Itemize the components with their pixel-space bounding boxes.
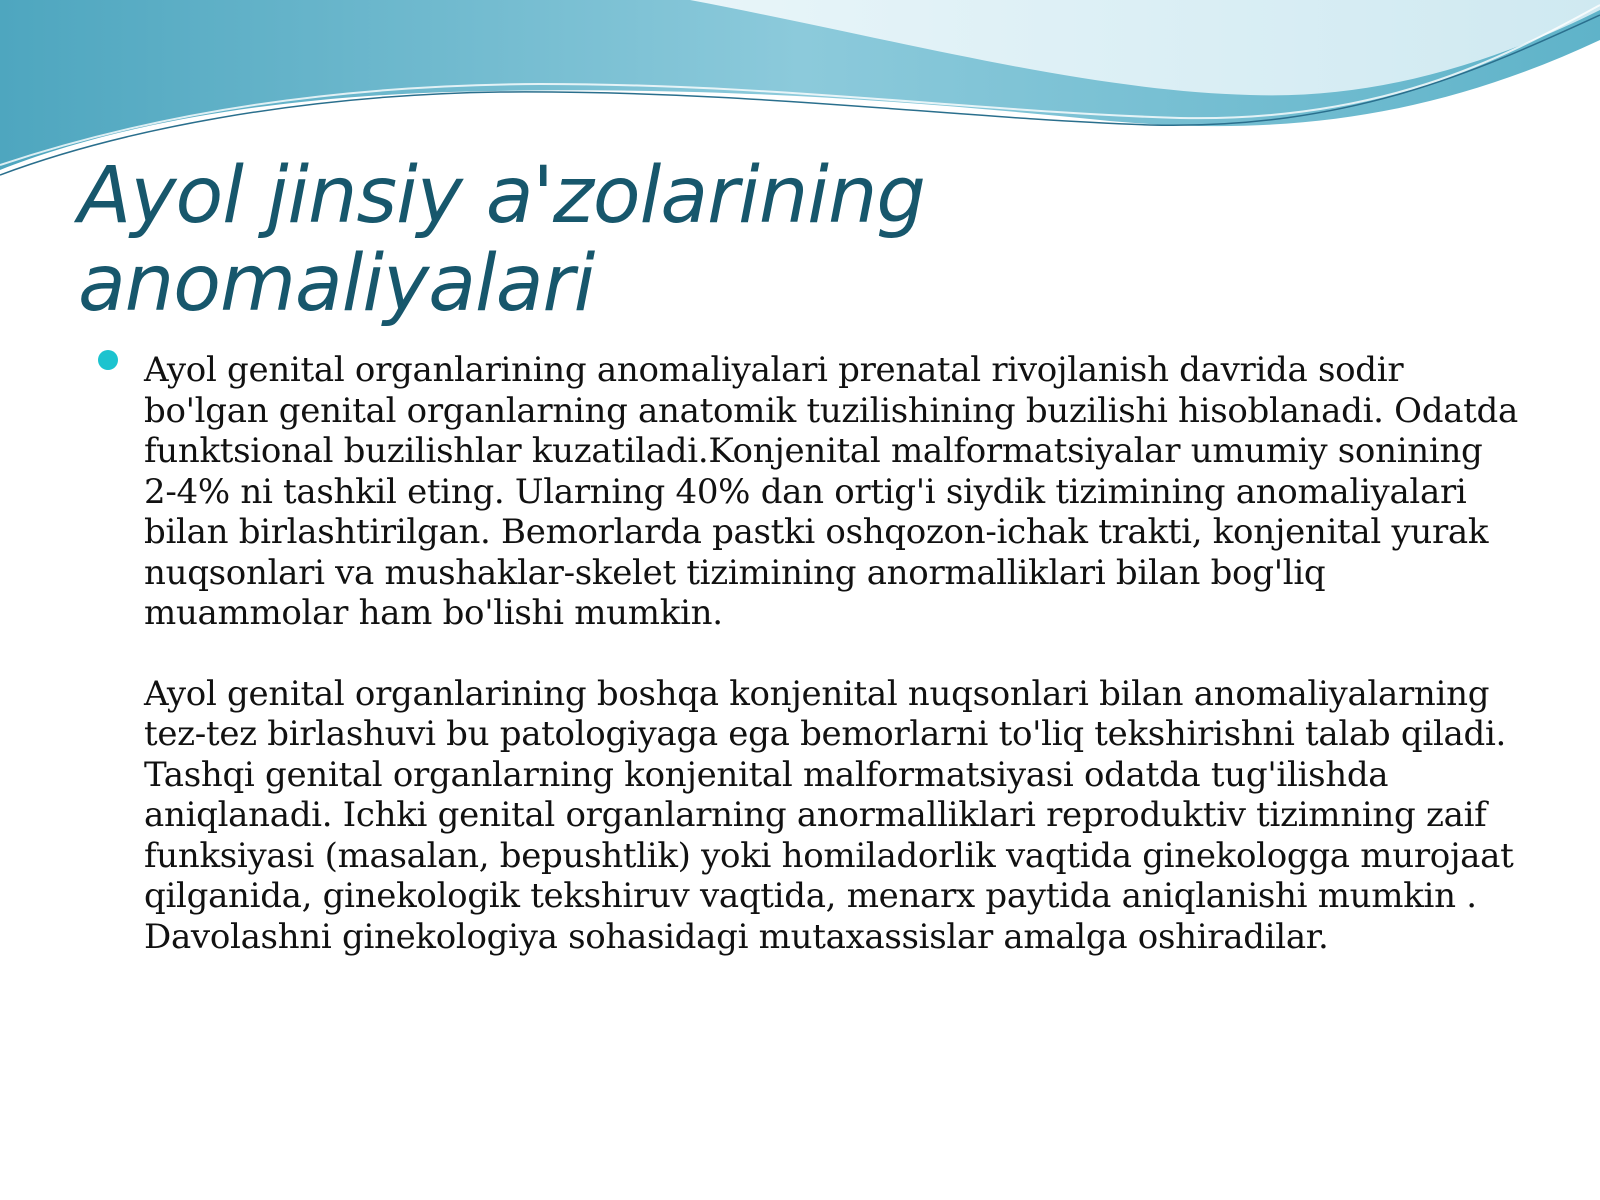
paragraph-spacer (98, 634, 1518, 674)
body-paragraph-2: Ayol genital organlarining boshqa konjenital nuqsonlari bilan anomaliyalarning tez-tez birlashuvi bu patologiyaga ega bemorlarni to'liq tekshirishni talab qiladi. Tashqi genital organlarning konjenital malformatsiyasi odatda tug'ilishda aniqlanadi. Ichki genital organlarning anormalliklari reproduktiv tizimning zaif funksiyasi (masalan, bepushtlik) yoki homiladorlik vaqtida ginekologga murojaat qilganida, ginekologik tekshiruv vaqtida, menarx paytida aniqlanishi mumkin . Davolashni ginekologiya sohasidagi mutaxassislar amalga oshiradilar. (144, 673, 1525, 957)
bullet-content (98, 350, 1529, 957)
body-paragraph-1: Ayol genital organlarining anomaliyalari prenatal rivojlanish davrida sodir bo'lgan genital organlarning anatomik tuzilishining buzilishi hisoblanadi. Odatda funktsional buzilishlar kuzatiladi.Konjenital malformatsiyalar umumiy sonining 2-4% ni tashkil eting. Ularning 40% dan ortig'i siydik tizimining anomaliyalari bilan birlashtirilgan. Bemorlarda pastki oshqozon-ichak trakti, konjenital yurak nuqsonlari va mushaklar-skelet tizimining anormalliklari bilan bog'liq muammolar ham bo'lishi mumkin. (144, 350, 1529, 633)
slide-title: Ayol jinsiy a'zolarining anomaliyalari (78, 151, 925, 329)
bullet-dot-icon (98, 350, 118, 370)
